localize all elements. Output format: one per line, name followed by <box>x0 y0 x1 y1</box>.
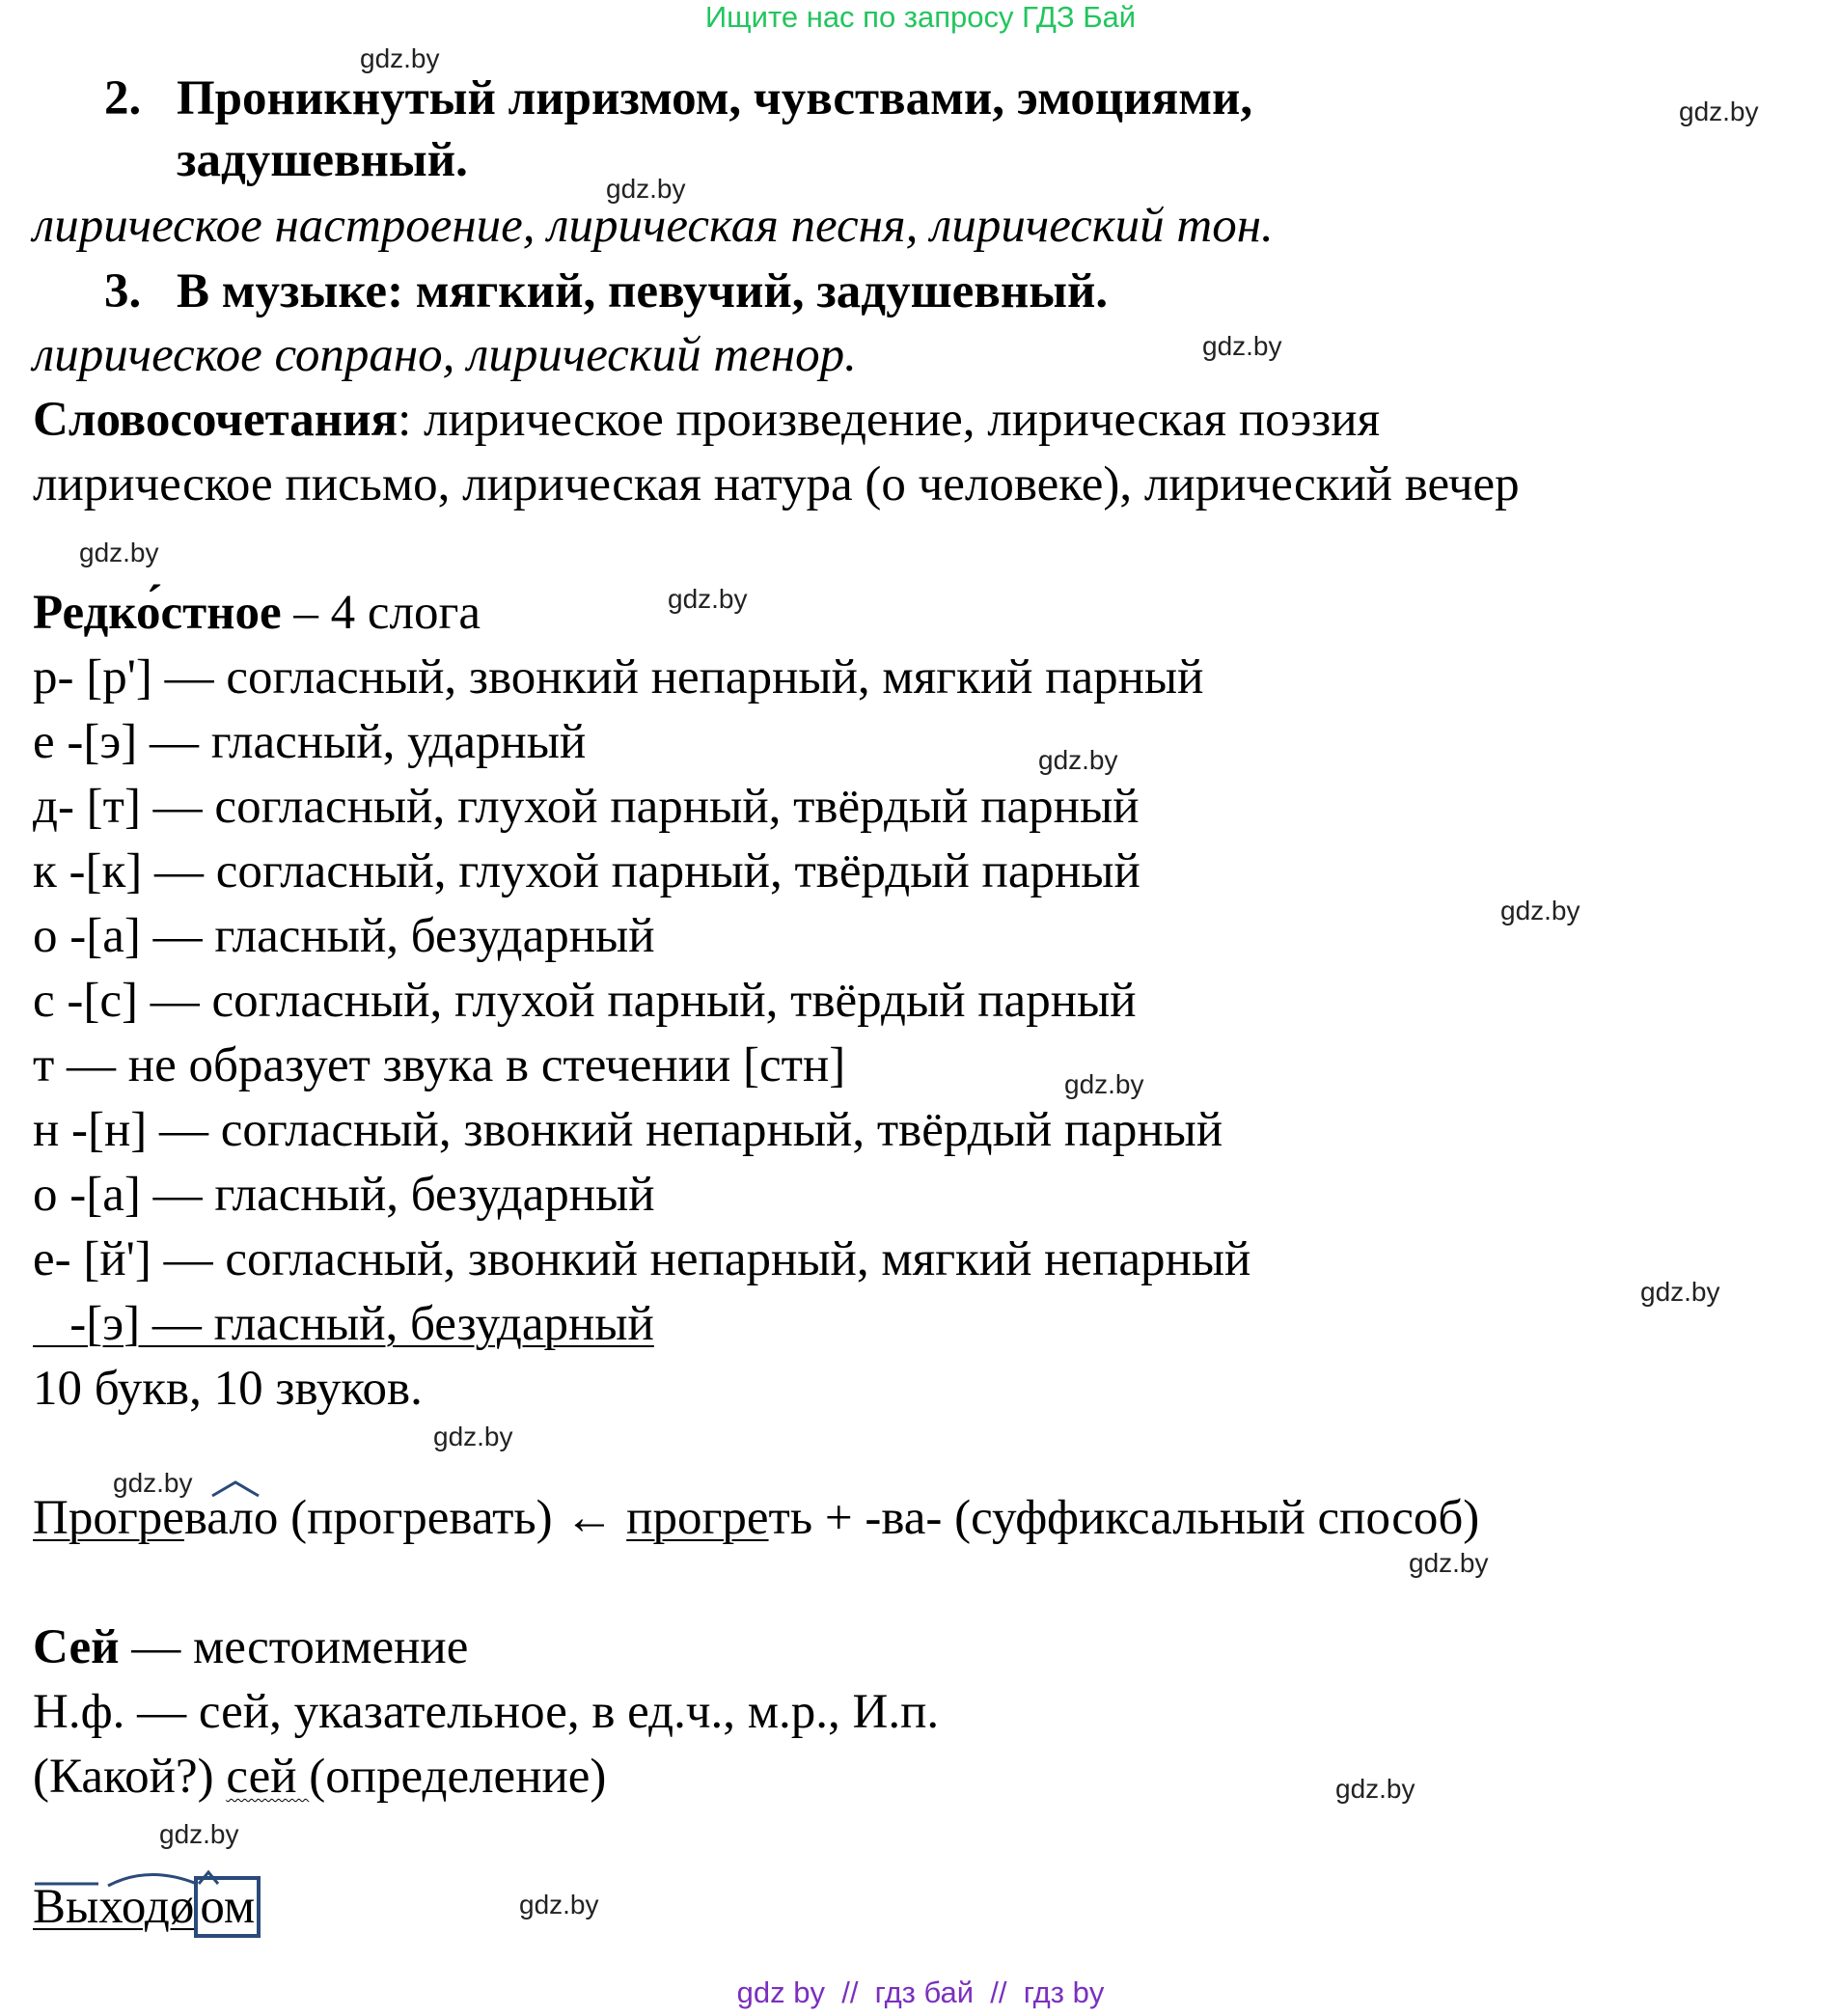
meaning-2-line1 <box>104 69 1252 127</box>
watermark: gdz.by <box>1679 97 1759 126</box>
phonetic-row: к -[к] — согласный, глухой парный, твёрдый парный <box>33 844 1140 898</box>
phonetic-row: т — не образует звука в стечении [стн] <box>33 1038 846 1092</box>
meaning-2-number: 2. <box>104 71 142 125</box>
word1-prefix: Прогре <box>33 1491 184 1545</box>
phonetic-summary: 10 букв, 10 звуков. <box>33 1362 423 1416</box>
watermark: gdz.by <box>1064 1069 1144 1099</box>
phonetic-row: о -[а] — гласный, безударный <box>33 1168 655 1222</box>
morph-stem: Выходø <box>33 1880 195 1934</box>
watermark: gdz.by <box>668 584 748 614</box>
watermark: gdz.by <box>1335 1774 1415 1804</box>
word2-base: прогре <box>626 1491 769 1545</box>
pronoun-word2: сей <box>226 1750 310 1804</box>
phonetic-word: Редко́стное <box>33 586 282 640</box>
collocations-line1 <box>33 391 1380 449</box>
watermark: gdz.by <box>519 1890 599 1919</box>
pronoun-heading <box>33 1618 468 1676</box>
meaning-3-example: лирическое сопрано, лирический тенор. <box>33 328 857 382</box>
phonetic-last-row-text: -[э] — гласный, безударный <box>33 1297 654 1351</box>
meaning-2-line2: задушевный. <box>177 133 468 187</box>
phonetic-row: е -[э] — гласный, ударный <box>33 715 587 769</box>
phonetic-last-row <box>33 1295 654 1353</box>
watermark: gdz.by <box>113 1468 193 1498</box>
watermark: gdz.by <box>1202 331 1282 361</box>
watermark: gdz.by <box>360 43 440 73</box>
watermark: gdz.by <box>1409 1548 1489 1578</box>
phonetic-row: р- [р'] — согласный, звонкий непарный, мягкий парный <box>33 650 1204 704</box>
meaning-3-text: В музыке: мягкий, певучий, задушевный. <box>177 264 1109 318</box>
pronoun-word: Сей <box>33 1620 120 1674</box>
watermark: gdz.by <box>159 1819 239 1849</box>
phonetic-row: д- [т] — согласный, глухой парный, твёрдый парный <box>33 780 1140 834</box>
watermark: gdz.by <box>606 174 686 204</box>
banner-text: Ищите нас по запросу ГДЗ Бай <box>704 0 1137 34</box>
watermark: gdz.by <box>1640 1277 1720 1307</box>
meaning-3-line <box>104 262 1108 320</box>
watermark: gdz.by <box>433 1422 513 1451</box>
collocations-text1: : лирическое произведение, лирическая поэзия <box>398 393 1381 447</box>
phonetic-heading <box>33 584 481 642</box>
watermark: gdz.by <box>79 538 159 567</box>
word2-rest: ть + -ва- (суффиксальный способ) <box>768 1491 1480 1545</box>
word1-rest: вало (прогревать) ← <box>183 1491 627 1545</box>
watermark: gdz.by <box>1500 896 1580 925</box>
collocations-label: Словосочетания <box>33 393 398 447</box>
pronoun-line2: Н.ф. — сей, указательное, в ед.ч., м.р., И.п. <box>33 1685 940 1739</box>
phonetic-row: с -[с] — согласный, глухой парный, твёрдый парный <box>33 974 1137 1028</box>
morph-ending: ом <box>194 1876 261 1938</box>
meaning-3-number: 3. <box>104 264 142 318</box>
meaning-2-example: лирическое настроение, лирическая песня, лирический тон. <box>33 199 1274 253</box>
word-formation-line <box>33 1489 1479 1547</box>
pronoun-pos: — местоимение <box>119 1620 469 1674</box>
phonetic-row: е- [й'] — согласный, звонкий непарный, мягкий непарный <box>33 1232 1251 1286</box>
pronoun-role: (определение) <box>309 1750 607 1804</box>
footer-text: gdz by // гдз бай // гдз by <box>736 1975 1105 2009</box>
top-banner <box>0 0 1841 35</box>
morph-line <box>33 1878 261 1936</box>
watermark: gdz.by <box>1038 745 1118 775</box>
collocations-line2: лирическое письмо, лирическая натура (о человеке), лирический вечер <box>33 457 1520 511</box>
phonetic-syllables: – 4 слога <box>281 586 481 640</box>
pronoun-line3 <box>33 1748 606 1806</box>
meaning-2-text: Проникнутый лиризмом, чувствами, эмоциями, <box>177 71 1253 125</box>
pronoun-question: (Какой?) <box>33 1750 227 1804</box>
phonetic-row: н -[н] — согласный, звонкий непарный, твёрдый парный <box>33 1103 1223 1157</box>
footer <box>0 1975 1841 2010</box>
phonetic-row: о -[а] — гласный, безударный <box>33 909 655 963</box>
